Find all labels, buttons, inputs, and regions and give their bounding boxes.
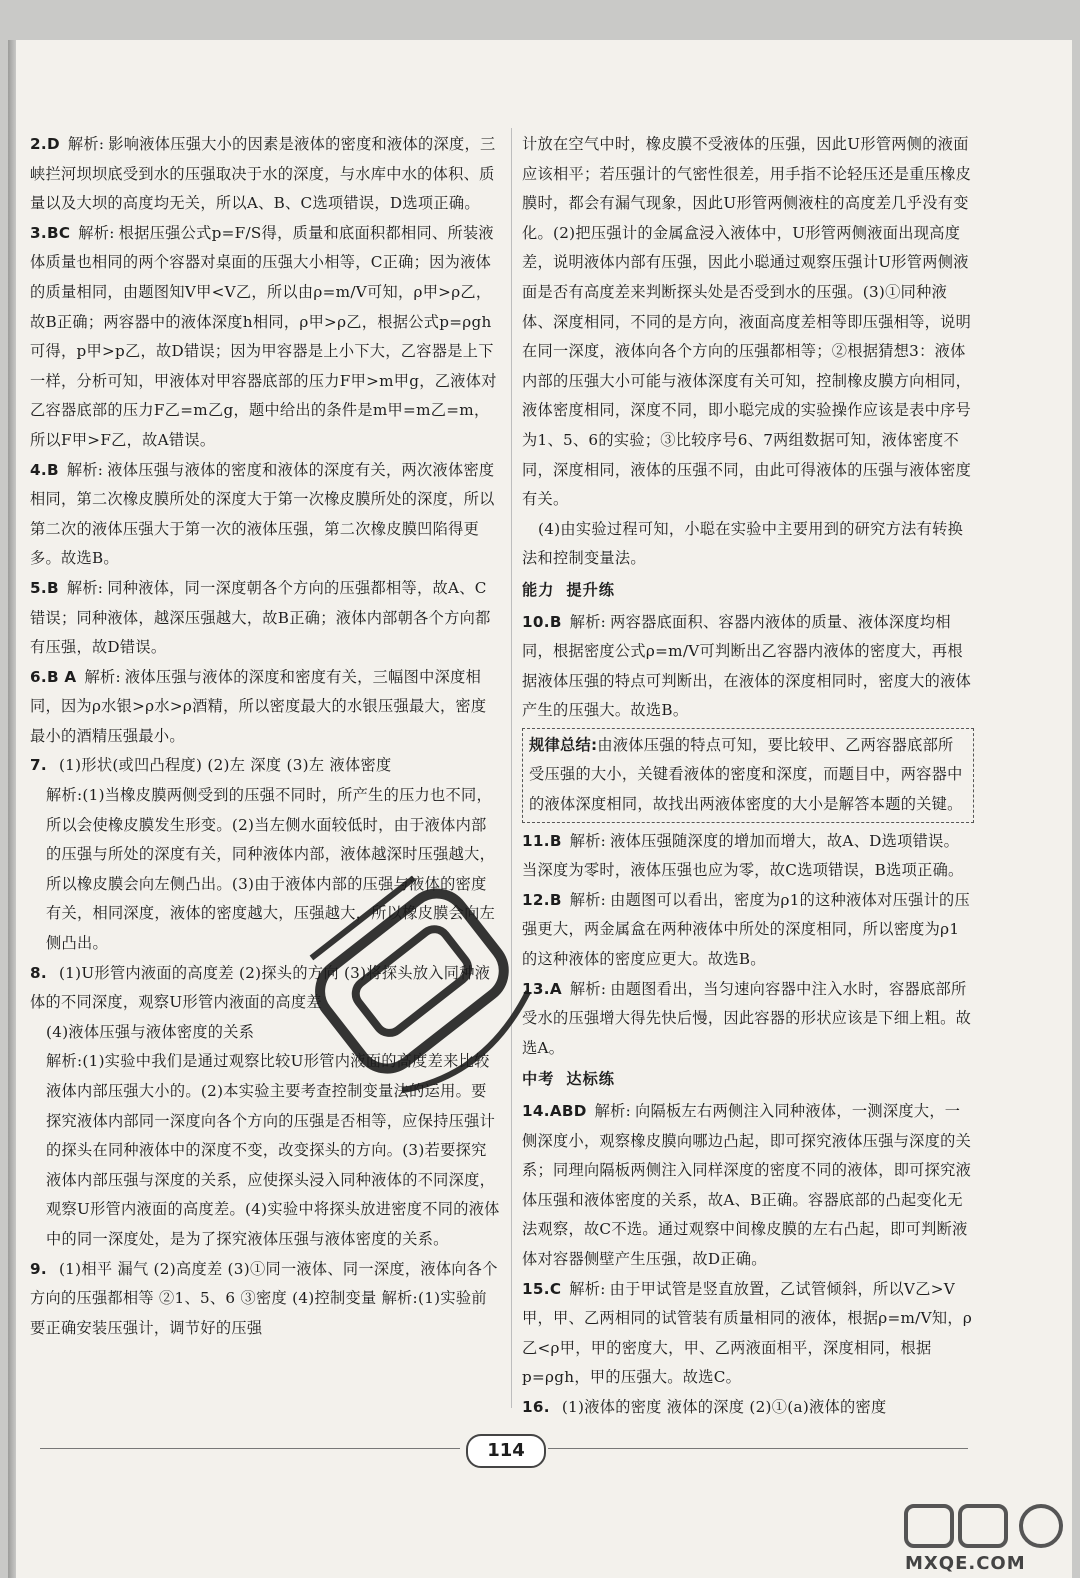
answer-choice: ABD bbox=[549, 1102, 587, 1120]
answer-text: 液体压强与液体的深度和密度有关，三幅图中深度相同，因为ρ水银>ρ水>ρ酒精，所以密度最大的水银压强最大，密度最小的酒精压强最小。 bbox=[30, 667, 487, 745]
answer-text: (1)U形管内液面的高度差 (2)探头的方向 (3)将探头放入同种液体的不同深度，观察U形管内液面的高度差 bbox=[30, 963, 491, 1012]
answer-item bbox=[522, 975, 974, 1064]
rule-summary-box bbox=[522, 728, 974, 823]
answer-item bbox=[30, 959, 500, 1255]
answer-item bbox=[30, 130, 500, 219]
answer-item bbox=[30, 751, 500, 958]
answer-text: (1)形状(或凹凸程度) (2)左 深度 (3)左 液体密度 bbox=[58, 756, 392, 775]
analysis-tag: 解析: bbox=[569, 612, 607, 631]
answer-text: 液体压强随深度的增加而增大，故A、D选项错误。当深度为零时，液体压强也应为零，故C选项错误，B选项正确。 bbox=[522, 831, 964, 880]
answer-text: (1)液体的密度 液体的深度 (2)①(a)液体的密度 bbox=[561, 1397, 887, 1416]
answer-choice: B A bbox=[46, 667, 77, 686]
answer-item bbox=[522, 886, 974, 975]
answer-subpart: (4)液体压强与液体密度的关系 bbox=[46, 1022, 255, 1041]
answer-text: (1)相平 漏气 (2)高度差 (3)①同一液体、同一深度，液体向各个方向的压强都相等 ②1、5、6 ③密度 (4)控制变量 解析:(1)实验前要正确安装压强计，调节好的压强 bbox=[30, 1259, 498, 1337]
answer-9-continued: 计放在空气中时，橡皮膜不受液体的压强，因此U形管两侧的液面应该相平；若压强计的气密性很差，用手指不论轻压还是重压橡皮膜时，都会有漏气现象，因此U形管两侧液柱的高度差几乎没有变化。(2)把压强计的金属盒浸入液体中，U形管两侧液面出现高度差，说明液体内部有压强，因此小聪通过观察压强计U形管两侧液面是否有高度差来判断探头处是否受到水的压强。(3)①同种液体、深度相同，不同的是方向，液面高度差相等即压强相等，说明在同一深度，液体向各个方向的压强都相等；②根据猜想3：液体内部的压强大小可能与液体深度有关可知，控制橡皮膜方向相同，液体密度相同，深度不同，即小聪完成的实验操作应该是表中序号为1、5、6的实验；③比较序号6、7两组数据可知，液体密度不同，深度相同，液体的压强不同，由此可得液体的压强与液体密度有关。 bbox=[522, 135, 972, 509]
answer-item bbox=[522, 1393, 974, 1423]
answer-text: 由于甲试管是竖直放置，乙试管倾斜，所以V乙>V甲，甲、乙两相同的试管装有质量相同的液体，根据ρ=m/V知，ρ乙<ρ甲，甲的密度大，甲、乙两液面相平，深度相同，根据p=ρgh，甲的压强大。故选C。 bbox=[522, 1279, 973, 1387]
question-number: 4. bbox=[30, 460, 47, 479]
column-divider bbox=[511, 128, 512, 1408]
answer-item bbox=[522, 608, 974, 726]
answer-text: 影响液体压强大小的因素是液体的密度和液体的深度，三峡拦河坝坝底受到水的压强取决于水的深度，与水库中水的体积、质量以及大坝的高度均无关，所以A、B、C选项错误，D选项正确。 bbox=[30, 135, 496, 213]
answer-text: 由题图看出，当匀速向容器中注入水时，容器底部所受水的压强增大得先快后慢，因此容器的形状应该是下细上粗。故选A。 bbox=[522, 979, 972, 1057]
answer-9-conclusion: (4)由实验过程可知，小聪在实验中主要用到的研究方法有转换法和控制变量法。 bbox=[522, 519, 964, 568]
question-number: 14. bbox=[522, 1102, 550, 1120]
answer-item bbox=[30, 574, 500, 663]
answer-text: 两容器底面积、容器内液体的质量、液体深度均相同，根据密度公式ρ=m/V可判断出乙容器内液体的密度大，再根据液体压强的特点可判断出，在液体的深度相同时，密度大的液体产生的压强大。故选B。 bbox=[522, 612, 972, 720]
answer-item bbox=[30, 456, 500, 574]
answer-choice: B bbox=[46, 578, 59, 597]
analysis-tag: 解析: bbox=[84, 667, 121, 686]
analysis-tag: 解析: bbox=[67, 135, 105, 153]
left-column bbox=[30, 130, 500, 1343]
question-number: 12. bbox=[522, 890, 550, 909]
analysis-tag: 解析: bbox=[569, 1279, 606, 1298]
answer-choice: D bbox=[46, 135, 60, 153]
answer-choice: BC bbox=[46, 223, 71, 242]
analysis-tag: 解析: bbox=[569, 979, 607, 998]
question-number: 15. bbox=[522, 1279, 550, 1298]
answer-item bbox=[30, 219, 500, 456]
site-logo-text: MXQE.COM bbox=[905, 1553, 1026, 1574]
section-heading-exam: 中考 达标练 bbox=[522, 1070, 615, 1089]
analysis-tag: 解析: bbox=[569, 890, 607, 909]
answer-text: 向隔板左右两侧注入同种液体，一测深度大，一侧深度小，观察橡皮膜向哪边凸起，即可探究液体压强与深度的关系；同理向隔板两侧注入同样深度的密度不同的液体，即可探究液体压强和液体密度的关系，故A、B正确。容器底部的凸起变化无法观察，故C不选。通过观察中间橡皮膜的左右凸起，即可判断液体对容器侧壁产生压强，故D正确。 bbox=[522, 1102, 972, 1268]
footer-rule-right bbox=[548, 1448, 968, 1449]
question-number: 11. bbox=[522, 831, 550, 850]
footer-rule-left bbox=[40, 1448, 460, 1449]
analysis-tag: 解析: bbox=[594, 1102, 632, 1120]
question-number: 5. bbox=[30, 578, 47, 597]
question-number: 8. bbox=[30, 963, 47, 982]
analysis-tag: 解析: bbox=[78, 223, 115, 242]
answer-item bbox=[522, 827, 974, 886]
answer-item bbox=[30, 1255, 500, 1344]
question-number: 7. bbox=[30, 756, 47, 775]
analysis-tag: 解析: bbox=[569, 831, 607, 850]
right-column bbox=[522, 130, 974, 1423]
analysis-tag: 解析: bbox=[66, 578, 104, 597]
answer-choice: C bbox=[549, 1279, 562, 1298]
question-number: 2. bbox=[30, 135, 47, 153]
answer-text: 液体压强与液体的密度和液体的深度有关，两次液体密度相同，第二次橡皮膜所处的深度大于第一次橡皮膜所处的深度，所以第二次的液体压强大于第一次的液体压强，第二次橡皮膜凹陷得更多。故选B。 bbox=[30, 460, 495, 568]
answer-choice: A bbox=[549, 979, 562, 998]
answer-choice: B bbox=[549, 831, 562, 850]
question-number: 16. bbox=[522, 1397, 550, 1416]
summary-text: 由液体压强的特点可知，要比较甲、乙两容器底部所受压强的大小，关键看液体的密度和深度，而题目中，两容器中的液体深度相同，故找出两液体密度的大小是解答本题的关键。 bbox=[529, 735, 963, 814]
answer-item bbox=[522, 1097, 974, 1275]
answer-item bbox=[522, 1275, 974, 1393]
summary-label: 规律总结: bbox=[529, 735, 598, 754]
answer-choice: B bbox=[549, 890, 562, 909]
answer-explanation: 解析:(1)当橡皮膜两侧受到的压强不同时，所产生的压力也不同，所以会使橡皮膜发生形变。(2)当左侧水面较低时，由于液体内部的压强与所处的深度有关，同种液体内部，液体越深时压强越大，所以橡皮膜会向左侧凸出。(3)由于液体内部的压强与液体的密度有关，相同深度，液体的密度越大，压强越大，所以橡皮膜会向左侧凸出。 bbox=[46, 786, 496, 953]
page-edge-shadow bbox=[8, 40, 16, 1578]
analysis-tag: 解析: bbox=[66, 460, 104, 479]
answer-text: 由题图可以看出，密度为ρ1的这种液体对压强计的压强更大，两金属盒在两种液体中所处的深度相同，所以密度为ρ1的这种液体的密度应更大。故选B。 bbox=[522, 890, 971, 969]
answer-choice: B bbox=[46, 460, 59, 479]
answer-item bbox=[30, 663, 500, 752]
page-number: 114 bbox=[466, 1434, 546, 1468]
answer-choice: B bbox=[549, 612, 562, 631]
question-number: 13. bbox=[522, 979, 550, 998]
question-number: 6. bbox=[30, 667, 47, 686]
section-heading-ability: 能力 提升练 bbox=[522, 580, 615, 599]
question-number: 10. bbox=[522, 612, 550, 631]
answer-explanation: 解析:(1)实验中我们是通过观察比较U形管内液面的高度差来比较液体内部压强大小的。(2)本实验主要考查控制变量法的运用。要探究液体内部同一深度向各个方向的压强是否相等，应保持压强计的探头在同种液体中的深度不变，改变探头的方向。(3)若要探究液体内部压强与深度的关系，应使探头浸入同种液体的不同深度，观察U形管内液面的高度差。(4)实验中将探头放进密度不同的液体中的同一深度处，是为了探究液体压强与液体密度的关系。 bbox=[46, 1052, 500, 1248]
answer-text: 根据压强公式p=F/S得，质量和底面积都相同、所装液体质量也相同的两个容器对桌面的压强大小相等，C正确；因为液体的质量相同，由题图知V甲<V乙，所以由ρ=m/V可知，ρ甲>ρ乙，故B正确；两容器中的液体深度h相同，ρ甲>ρ乙，根据公式p=ρgh可得，p甲>p乙，故D错误；因为甲容器是上小下大，乙容器是上下一样，分析可知，甲液体对甲容器底部的压力F甲>m甲g，乙液体对乙容器底部的压力F乙=m乙g，题中给出的条件是m甲=m乙=m，所以F甲>F乙，故A错误。 bbox=[30, 223, 497, 449]
answer-text: 同种液体，同一深度朝各个方向的压强都相等，故A、C错误；同种液体，越深压强越大，故B正确；液体内部朝各个方向都有压强，故D错误。 bbox=[30, 578, 491, 657]
question-number: 3. bbox=[30, 223, 47, 242]
question-number: 9. bbox=[30, 1259, 47, 1278]
